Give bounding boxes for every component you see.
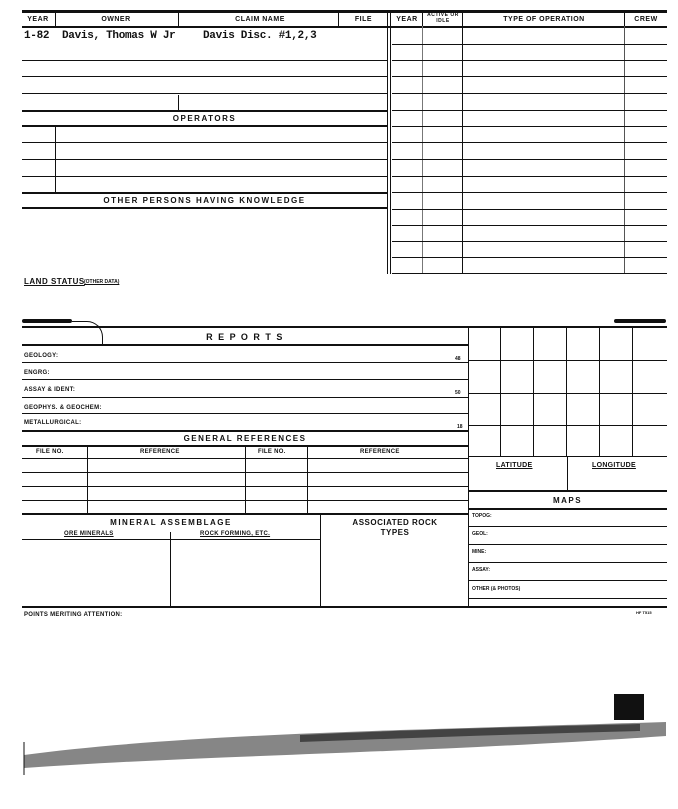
latitude-label: LATITUDE [496,462,533,469]
report-num-metallurgical: 18 [457,424,463,430]
scan-artifact-block [614,694,644,720]
report-label-assay: ASSAY & IDENT: [24,387,76,393]
entry-owner: Davis, Thomas W Jr [62,30,176,42]
header-year-2: YEAR [396,16,418,23]
header-year: YEAR [27,16,49,23]
land-status-subtitle: (OTHER DATA) [84,279,120,285]
header-crew: CREW [634,16,658,23]
operators-title: OPERATORS [172,114,237,123]
header-active-or-idle: ACTIVE OR IDLE [427,12,459,24]
header-owner: OWNER [101,16,131,23]
ref-header-file-no-2: FILE NO. [258,449,286,455]
header-claim-name: CLAIM NAME [235,16,285,23]
report-label-geology: GEOLOGY: [24,353,59,359]
longitude-label: LONGITUDE [592,462,636,469]
points-meriting-attention: POINTS MERITING ATTENTION: [24,612,123,618]
maps-row-mine: MINE: [472,549,487,555]
mineral-assemblage-title: MINERAL ASSEMBLAGE [110,518,232,527]
maps-row-other: OTHER (& PHOTOS) [472,586,521,592]
torn-curl [72,321,103,344]
rock-forming-label: ROCK FORMING, ETC. [200,531,271,537]
entry-claim-name: Davis Disc. #1,2,3 [203,30,317,42]
associated-rock-types-label: ASSOCIATED ROCK TYPES [352,518,438,537]
ref-header-reference-2: REFERENCE [360,449,400,455]
other-persons-title: OTHER PERSONS HAVING KNOWLEDGE [103,196,306,205]
maps-row-assay: ASSAY: [472,567,491,573]
ref-header-reference-1: REFERENCE [140,449,180,455]
general-references-title: GENERAL REFERENCES [183,434,307,443]
maps-row-geol: GEOL: [472,531,488,537]
land-status-title: LAND STATUS [24,277,85,286]
maps-row-topog: TOPOG: [472,513,492,519]
report-num-assay: 50 [455,390,461,396]
reports-title: R E P O R T S [206,332,284,342]
report-label-metallurgical: METALLURGICAL: [24,420,82,426]
report-label-geophys: GEOPHYS. & GEOCHEM: [24,405,102,411]
entry-year: 1-82 [24,30,50,42]
ref-header-file-no-1: FILE NO. [36,449,64,455]
header-type-of-operation: TYPE OF OPERATION [503,16,585,23]
header-file: FILE [354,16,373,23]
form-number: HF T515 [636,610,652,615]
ore-minerals-label: ORE MINERALS [64,531,114,537]
maps-title: MAPS [552,496,583,505]
report-label-engrg: ENGRG: [24,370,50,376]
report-num-geology: 48 [455,356,461,362]
